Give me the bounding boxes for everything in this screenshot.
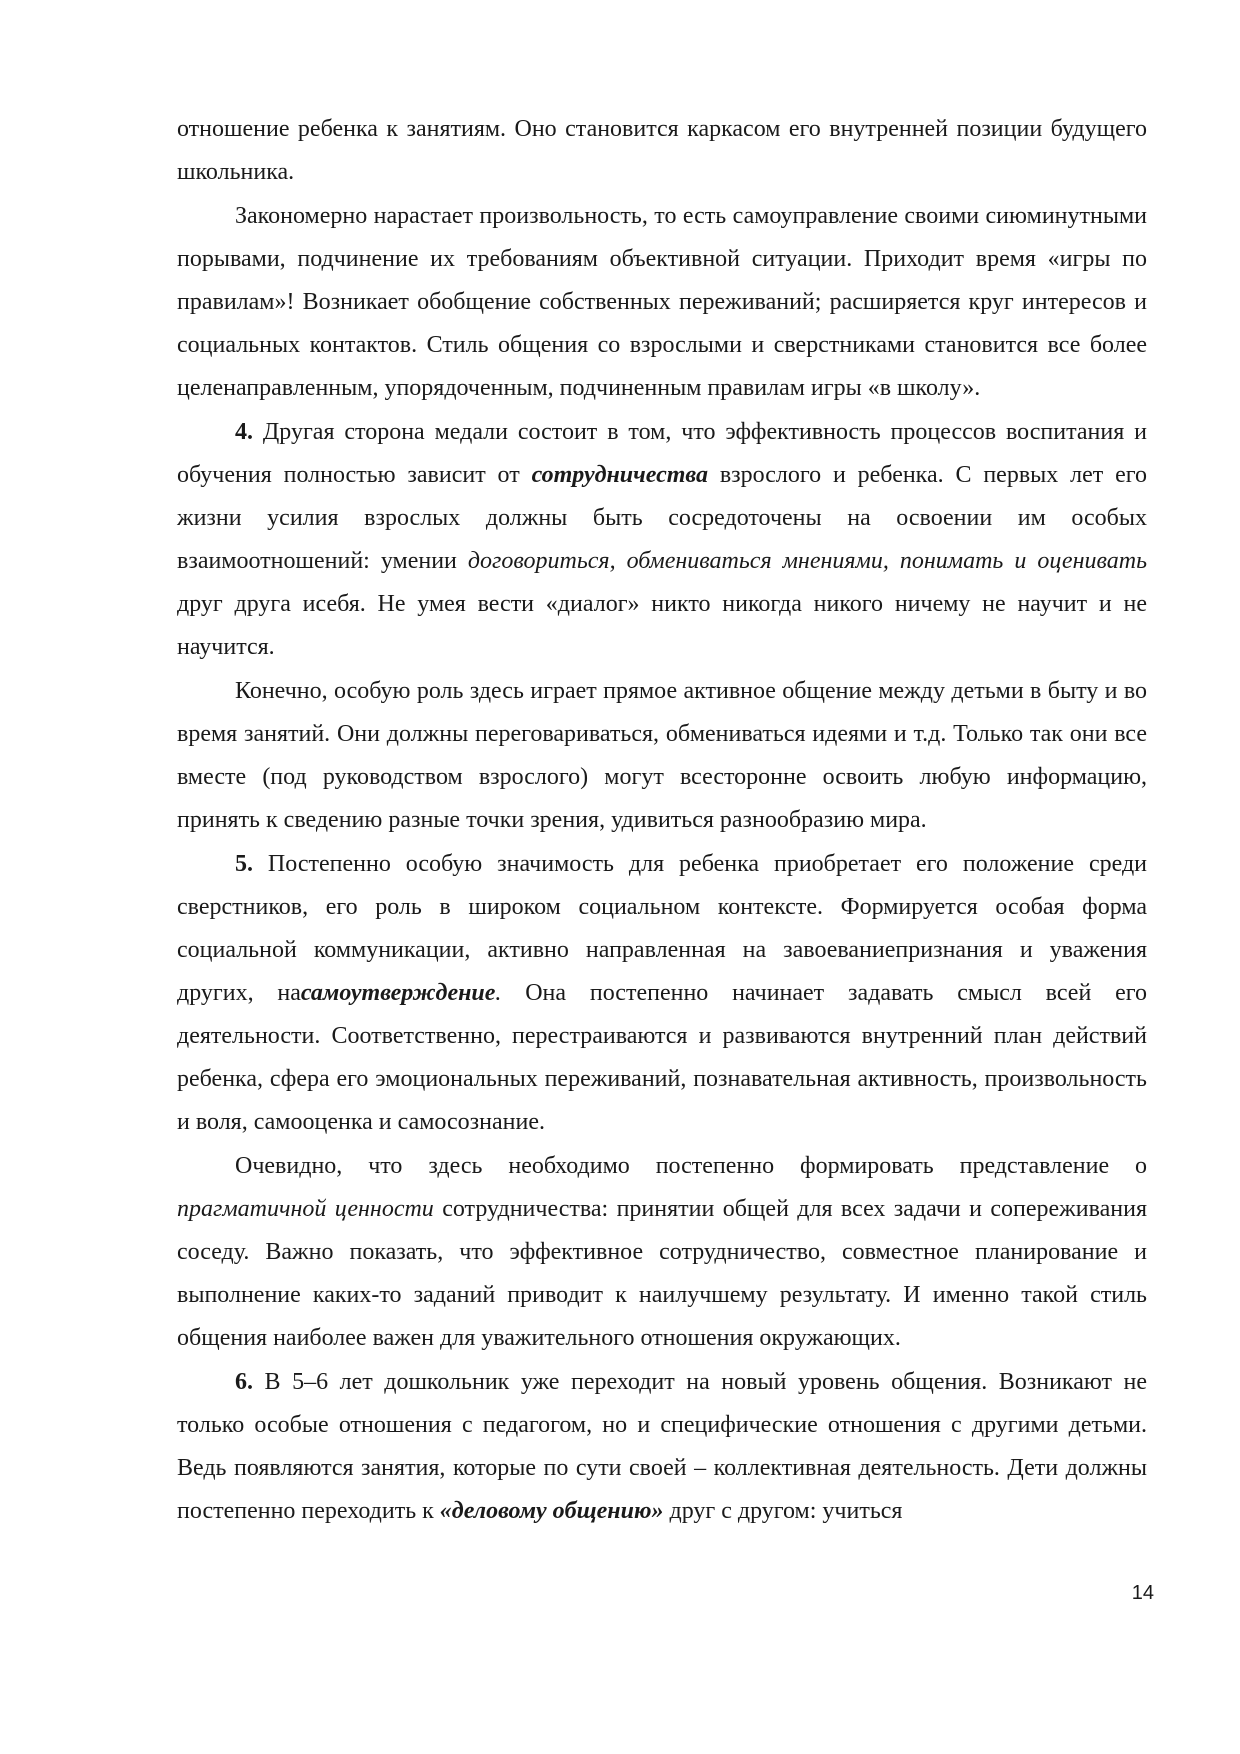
paragraph-4: Конечно, особую роль здесь играет прямое активное общение между детьми в быту и во время занятий. Они должны переговариваться, обмениваться идеями и т.д. Только так они все вместе (под руководством взрослого) могут всесторонне освоить любую информацию, принять к сведению разные точки зрения, удивиться разнообразию мира. (177, 678, 1147, 833)
emphasis-cooperation: сотрудничества (531, 462, 708, 488)
paragraph-5 (177, 843, 1147, 1144)
emphasis-pragmatic-value: прагматичной ценности (177, 1196, 434, 1222)
paragraph-6-text: Очевидно, что здесь необходимо постепенно формировать представление о (235, 1153, 1147, 1179)
item-number-6: 6. (235, 1369, 253, 1395)
emphasis-self-assertion: самоутверждение (300, 980, 496, 1006)
paragraph-1: отношение ребенка к занятиям. Оно становится каркасом его внутренней позиции будущего школьника. (177, 116, 1147, 185)
item-number-5: 5. (235, 851, 253, 877)
item-number-4: 4. (235, 419, 253, 445)
emphasis-skills: договориться, обмениваться мнениями, понимать и оценивать (467, 548, 1147, 574)
emphasis-period: . (495, 980, 502, 1006)
page-number: 14 (1131, 1582, 1154, 1604)
paragraph-3-text: друг друга исебя. Не умея вести «диалог» никто никогда никого ничему не научит и не научится. (177, 591, 1147, 660)
emphasis-business-communication: «деловому общению» (439, 1498, 664, 1524)
paragraph-6 (177, 1145, 1147, 1360)
paragraph-2: Закономерно нарастает произвольность, то есть самоуправление своими сиюминутными порывами, подчинение их требованиям объективной ситуации. Приходит время «игры по правилам»! Возникает обобщение собственных переживаний; расширяется круг интересов и социальных контактов. Стиль общения со взрослыми и сверстниками становится все более целенаправленным, упорядоченным, подчиненным правилам игры «в школу». (177, 203, 1147, 401)
paragraph-3-text: взрослого и ребенка. С первых лет его жизни усилия взрослых должны быть сосредоточены на освоении им особых взаимоотношений: умении (177, 462, 1148, 574)
paragraph-6-text: сотрудничества: принятии общей для всех задачи и сопереживания соседу. Важно показать, что эффективное сотрудничество, совместное планирование и выполнение каких-то заданий приводит к наилучшему результату. И именно такой стиль общения наиболее важен для уважительного отношения окружающих. (177, 1196, 1147, 1351)
paragraph-3-text: Другая сторона медали состоит в том, что эффективность процессов воспитания и обучения полностью зависит от (177, 419, 1147, 488)
paragraph-7-text: В 5–6 лет дошкольник уже переходит на новый уровень общения. Возникают не только особые отношения с педагогом, но и специфические отношения с другими детьми. Ведь появляются занятия, которые по сути своей – коллективная деятельность. Дети должны постепенно переходить к (177, 1369, 1147, 1524)
document-page (177, 108, 1147, 1533)
paragraph-7 (177, 1361, 1147, 1533)
paragraph-7-text: друг с другом: учиться (663, 1498, 903, 1524)
paragraph-5-text: Постепенно особую значимость для ребенка приобретает его положение среди сверстников, его роль в широком социальном контексте. Формируется особая форма социальной коммуникации, активно направленная на завоеваниепризнания и уважения других, на (177, 851, 1147, 1006)
paragraph-3 (177, 411, 1147, 669)
paragraph-5-text: Она постепенно начинает задавать смысл всей его деятельности. Соответственно, перестраиваются и развиваются внутренний план действий ребенка, сфера его эмоциональных переживаний, познавательная активность, произвольность и воля, самооценка и самосознание. (177, 980, 1148, 1135)
